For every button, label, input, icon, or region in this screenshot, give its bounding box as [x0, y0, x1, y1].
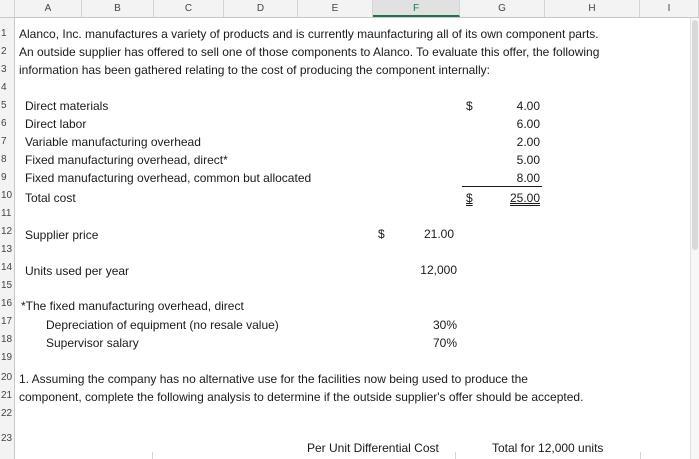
select-all-corner[interactable]	[0, 0, 15, 17]
cost-value-fixed-overhead-common[interactable]: 8.00	[516, 171, 540, 185]
row-header-19[interactable]: 19	[1, 352, 13, 363]
gridline	[455, 452, 456, 459]
column-header-bar	[0, 0, 699, 18]
row-header-11[interactable]: 11	[1, 208, 12, 219]
cost-label-fixed-overhead-common[interactable]: Fixed manufacturing overhead, common but allocated	[25, 171, 312, 185]
row-header-20[interactable]: 20	[1, 372, 13, 383]
column-header-h[interactable]: H	[545, 0, 640, 17]
row-header-10[interactable]: 10	[1, 190, 13, 201]
question-line-2[interactable]: component, complete the following analysis to determine if the outside supplier's offer should be accepted.	[19, 390, 584, 404]
analysis-header-total[interactable]: Total for 12,000 units	[492, 441, 604, 455]
footnote-title[interactable]: *The fixed manufacturing overhead, direct	[21, 299, 244, 313]
row-header-17[interactable]: 17	[1, 316, 13, 327]
row-header-16[interactable]: 16	[1, 298, 13, 309]
column-header-b[interactable]: B	[82, 0, 154, 17]
supplier-currency-symbol[interactable]: $	[378, 227, 385, 241]
row-header-8[interactable]: 8	[1, 154, 7, 165]
row-header-9[interactable]: 9	[1, 172, 7, 183]
row-header-22[interactable]: 22	[1, 408, 13, 419]
column-header-g[interactable]: G	[460, 0, 545, 17]
row-header-5[interactable]: 5	[1, 100, 7, 111]
column-header-d[interactable]: D	[224, 0, 298, 17]
cost-label-direct-materials[interactable]: Direct materials	[25, 99, 109, 113]
row-header-18[interactable]: 18	[1, 334, 13, 345]
intro-line-1[interactable]: Alanco, Inc. manufactures a variety of products and is currently maunfacturing all of its own component parts.	[19, 27, 599, 41]
units-value[interactable]: 12,000	[420, 263, 457, 277]
cost-label-total[interactable]: Total cost	[25, 191, 76, 205]
column-header-e[interactable]: E	[298, 0, 373, 17]
cost-value-variable-overhead[interactable]: 2.00	[516, 135, 540, 149]
row-header-13[interactable]: 13	[1, 244, 13, 255]
column-header-c[interactable]: C	[154, 0, 224, 17]
column-header-f[interactable]: F	[373, 0, 460, 17]
row-header-bar	[0, 18, 15, 459]
scrollbar-thumb[interactable]	[692, 20, 698, 250]
row-header-3[interactable]: 3	[1, 64, 7, 75]
intro-line-3[interactable]: information has been gathered relating to the cost of producing the component internally:	[19, 63, 490, 77]
vertical-scrollbar[interactable]	[690, 18, 699, 459]
gridline	[640, 452, 641, 459]
total-currency-symbol[interactable]: $	[466, 191, 473, 205]
row-header-15[interactable]: 15	[1, 280, 13, 291]
cost-currency-symbol[interactable]: $	[466, 99, 473, 113]
cost-value-total[interactable]: 25.00	[509, 191, 540, 205]
footnote-value-depreciation[interactable]: 30%	[432, 318, 457, 332]
gridline	[152, 452, 153, 459]
footnote-label-supervisor-salary[interactable]: Supervisor salary	[46, 336, 139, 350]
cost-label-fixed-overhead-direct[interactable]: Fixed manufacturing overhead, direct*	[25, 153, 228, 167]
row-header-21[interactable]: 21	[1, 390, 13, 401]
total-rule	[462, 186, 542, 187]
intro-line-2[interactable]: An outside supplier has offered to sell one of those components to Alanco. To evaluate this offer, the following	[19, 45, 600, 59]
row-header-2[interactable]: 2	[1, 46, 7, 57]
question-line-1[interactable]: 1. Assuming the company has no alternative use for the facilities now being used to produce the	[19, 372, 528, 386]
row-header-14[interactable]: 14	[1, 262, 13, 273]
supplier-price-label[interactable]: Supplier price	[25, 228, 99, 242]
column-header-i[interactable]: I	[640, 0, 699, 17]
supplier-price-value[interactable]: 21.00	[423, 227, 454, 241]
cost-label-variable-overhead[interactable]: Variable manufacturing overhead	[25, 135, 201, 149]
cost-value-direct-materials[interactable]: 4.00	[516, 99, 540, 113]
footnote-value-supervisor-salary[interactable]: 70%	[432, 336, 457, 350]
cost-value-direct-labor[interactable]: 6.00	[516, 117, 540, 131]
row-header-4[interactable]: 4	[1, 82, 7, 93]
units-label[interactable]: Units used per year	[25, 264, 130, 278]
row-header-6[interactable]: 6	[1, 118, 7, 129]
column-header-a[interactable]: A	[15, 0, 82, 17]
cost-value-fixed-overhead-direct[interactable]: 5.00	[516, 153, 540, 167]
row-header-23[interactable]: 23	[1, 433, 13, 444]
footnote-label-depreciation[interactable]: Depreciation of equipment (no resale value)	[46, 318, 279, 332]
row-header-1[interactable]: 1	[1, 28, 7, 39]
row-header-12[interactable]: 12	[1, 226, 13, 237]
analysis-header-per-unit[interactable]: Per Unit Differential Cost	[307, 441, 439, 455]
row-header-7[interactable]: 7	[1, 136, 7, 147]
cost-label-direct-labor[interactable]: Direct labor	[25, 117, 87, 131]
